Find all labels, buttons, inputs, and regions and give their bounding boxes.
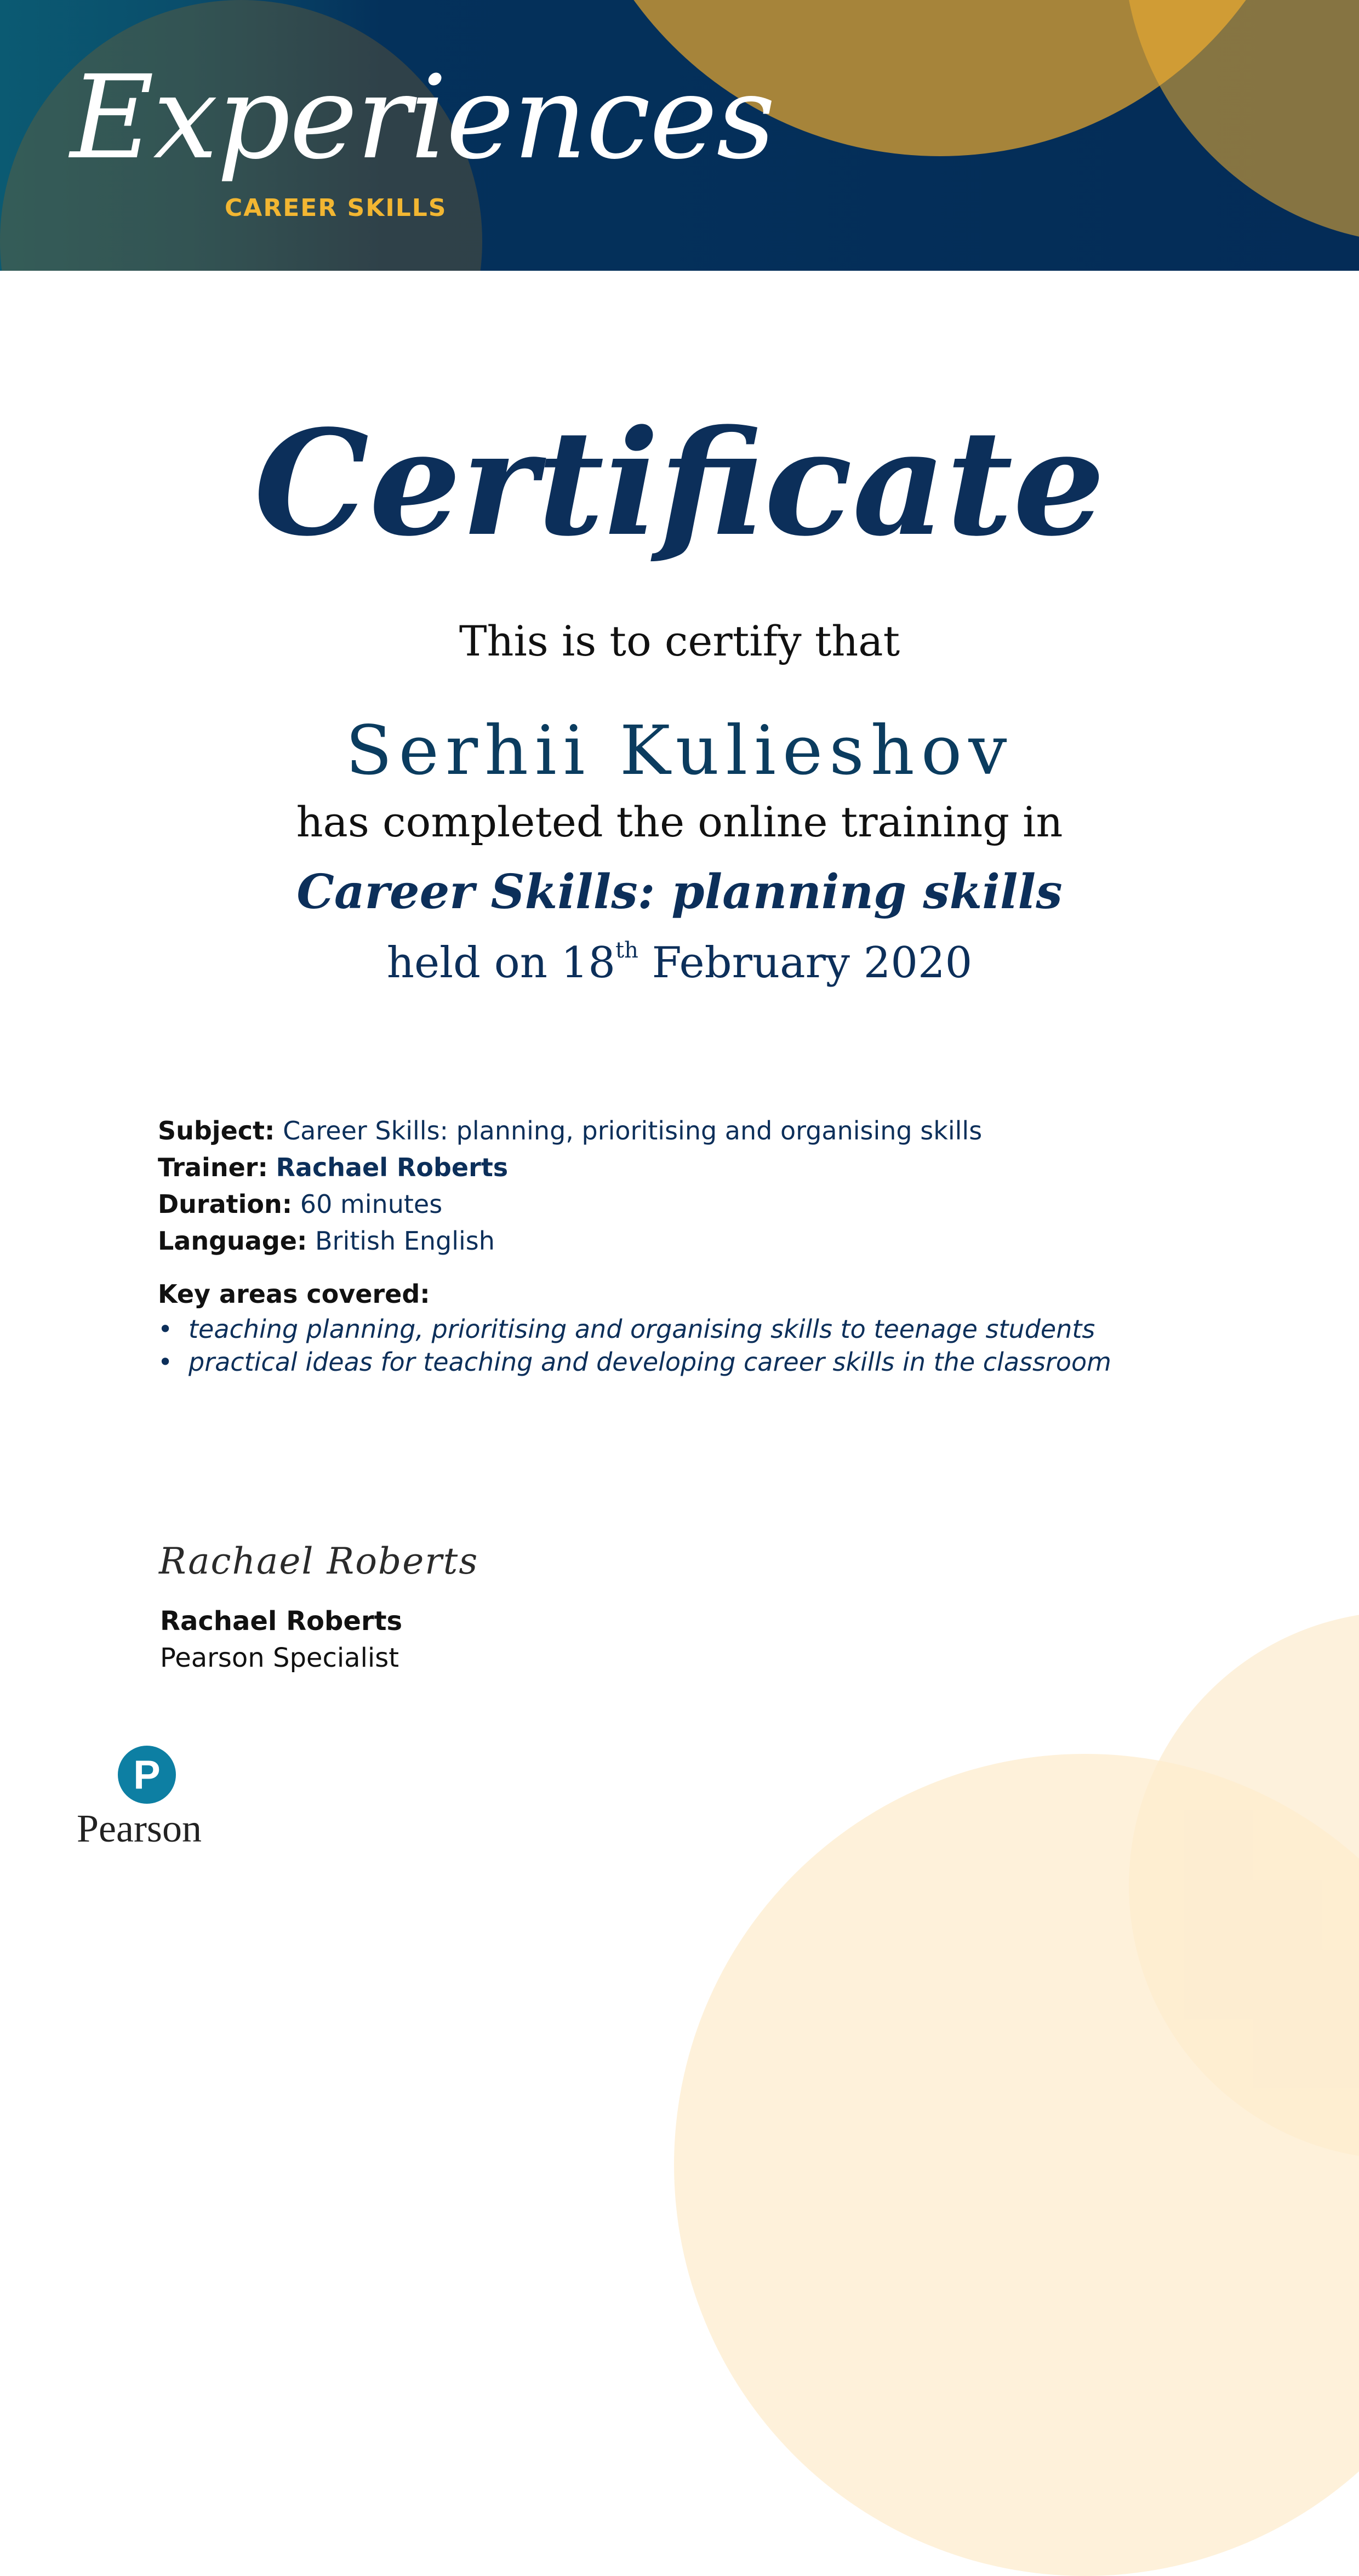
trainer-row: [158, 1149, 1111, 1186]
subject-row: [158, 1113, 1111, 1149]
subject-value: Career Skills: planning, prioritising and organising skills: [283, 1116, 983, 1145]
subject-label: Subject:: [158, 1116, 275, 1145]
logo-script-text: Experiences: [70, 50, 775, 185]
course-title: Career Skills: planning skills: [296, 864, 1063, 920]
recipient-name: Serhii Kulieshov: [345, 711, 1014, 790]
header-banner: [0, 0, 1359, 271]
list-item: [158, 1346, 1111, 1378]
language-row: [158, 1223, 1111, 1259]
held-ordinal: th: [615, 938, 638, 963]
decorative-circle-bottom-large: [674, 1754, 1359, 2576]
trainer-value: Rachael Roberts: [276, 1153, 509, 1182]
list-item: [158, 1313, 1111, 1346]
completion-text: has completed the online training in: [296, 797, 1063, 846]
decorative-circle-yellow: [1123, 0, 1359, 244]
trainer-label: Trainer:: [158, 1153, 268, 1182]
key-area-text: practical ideas for teaching and developing career skills in the classroom: [189, 1347, 1111, 1377]
language-value: British English: [315, 1226, 495, 1256]
duration-label: Duration:: [158, 1189, 293, 1219]
key-areas-heading: Key areas covered:: [158, 1279, 430, 1309]
bullet-icon: •: [158, 1314, 173, 1344]
course-details: [158, 1113, 1111, 1378]
held-date-rest: February 2020: [638, 938, 973, 988]
pearson-logo-letter: P: [133, 1752, 161, 1798]
signatory-name: Rachael Roberts: [160, 1606, 403, 1637]
held-prefix: held on 18: [386, 938, 616, 988]
pearson-wordmark: Pearson: [77, 1806, 202, 1850]
bullet-icon: •: [158, 1347, 173, 1377]
signatory-role: Pearson Specialist: [160, 1643, 399, 1673]
handwritten-signature: Rachael Roberts: [159, 1540, 479, 1582]
key-areas-list: [158, 1313, 1111, 1378]
key-area-text: teaching planning, prioritising and organising skills to teenage students: [189, 1314, 1095, 1344]
duration-value: 60 minutes: [300, 1189, 443, 1219]
pearson-logo-icon: [118, 1746, 176, 1804]
held-date: [0, 938, 1359, 988]
language-label: Language:: [158, 1226, 307, 1256]
certificate-title: Certificate: [254, 398, 1105, 568]
certify-intro: This is to certify that: [459, 617, 900, 665]
duration-row: [158, 1186, 1111, 1223]
logo-subtitle: CAREER SKILLS: [225, 194, 447, 222]
